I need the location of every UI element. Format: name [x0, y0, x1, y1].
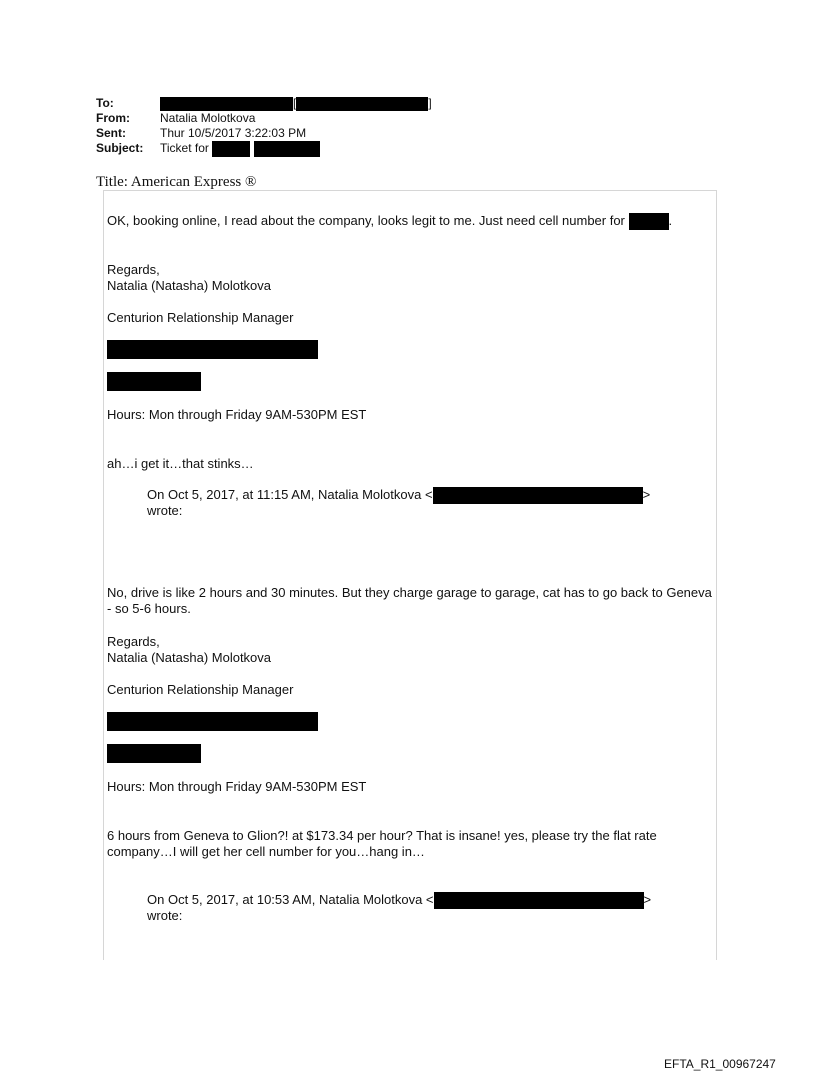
redaction-block	[107, 712, 318, 731]
quote-1-prefix: On Oct 5, 2017, at 11:15 AM, Natalia Molotkova <	[147, 487, 433, 502]
from-value: Natalia Molotkova	[160, 111, 256, 125]
redaction-block	[212, 141, 250, 157]
redaction-block	[296, 97, 428, 111]
quote-header	[147, 487, 650, 504]
signature-title: Centurion Relationship Manager	[107, 682, 294, 697]
message-1-text: OK, booking online, I read about the company, looks legit to me. Just need cell number for	[107, 213, 625, 228]
message-text	[107, 213, 672, 230]
redaction-block	[629, 213, 669, 230]
subject-value	[160, 141, 320, 157]
document-id: EFTA_R1_00967247	[664, 1057, 776, 1071]
to-value	[160, 96, 432, 111]
redaction-block	[254, 141, 320, 157]
quote-2-suffix: >	[643, 892, 652, 907]
redaction-block	[434, 892, 644, 909]
hours-text: Hours: Mon through Friday 9AM-530PM EST	[107, 779, 367, 794]
redaction-block	[107, 372, 201, 391]
subject-label: Subject:	[96, 141, 144, 155]
quote-header	[147, 892, 651, 909]
redaction-block	[107, 340, 318, 359]
regards-text: Regards,	[107, 262, 160, 277]
redaction-block	[160, 97, 293, 111]
signature-name: Natalia (Natasha) Molotkova	[107, 278, 272, 293]
redaction-block	[433, 487, 643, 504]
to-bracket-open: [	[293, 96, 297, 110]
quote-2-wrote: wrote:	[147, 908, 183, 923]
to-label: To:	[96, 96, 114, 110]
to-bracket-close: ]	[428, 96, 432, 110]
regards-text: Regards,	[107, 634, 160, 649]
message-1-end: .	[668, 213, 673, 228]
message-3-text: No, drive is like 2 hours and 30 minutes. But they charge garage to garage, cat has to go back to Geneva - so 5-6 hours.	[107, 585, 712, 616]
signature-title: Centurion Relationship Manager	[107, 310, 294, 325]
quote-1-wrote: wrote:	[147, 503, 183, 518]
message-4-text: 6 hours from Geneva to Glion?! at $173.34 per hour? That is insane! yes, please try the flat rate company…I will get her cell number for you…hang in…	[107, 828, 657, 859]
from-label: From:	[96, 111, 130, 125]
sent-value: Thur 10/5/2017 3:22:03 PM	[160, 126, 307, 140]
subject-text: Ticket for	[160, 141, 209, 156]
signature-name: Natalia (Natasha) Molotkova	[107, 650, 272, 665]
hours-text: Hours: Mon through Friday 9AM-530PM EST	[107, 407, 367, 422]
sent-label: Sent:	[96, 126, 126, 140]
redaction-block	[107, 744, 201, 763]
message-2-text: ah…i get it…that stinks…	[107, 456, 254, 471]
quote-2-prefix: On Oct 5, 2017, at 10:53 AM, Natalia Molotkova <	[147, 892, 434, 907]
title-line: Title: American Express ®	[96, 174, 257, 190]
quote-1-suffix: >	[642, 487, 651, 502]
